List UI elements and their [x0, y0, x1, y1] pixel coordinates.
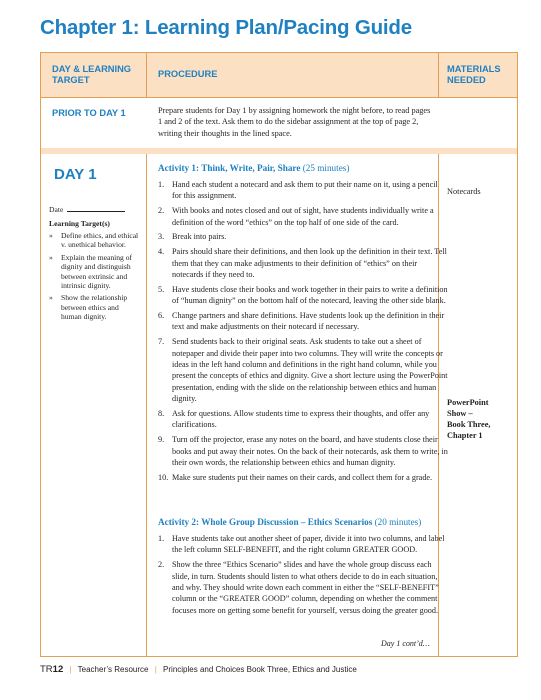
footer-book-title: Principles and Choices Book Three, Ethics and Justice: [163, 665, 357, 674]
step-number: 4.: [158, 247, 165, 257]
date-label: Date: [49, 205, 64, 214]
page-num: 12: [52, 664, 64, 675]
footer-separator: |: [154, 665, 157, 674]
step-number: 1.: [158, 180, 165, 189]
learning-target-item: [49, 253, 139, 291]
step-number: 10.: [158, 472, 169, 482]
step-number: 3.: [158, 232, 165, 242]
activity1-step: [158, 434, 448, 468]
step-text: Change partners and share definitions. Have students look up the definition in their text and make adjustments on their notecard if necessary.: [172, 311, 445, 332]
pacing-table: [40, 52, 518, 657]
step-text: Pairs should share their definitions, and then look up the definition in their text. Tell them that they can make adjustments to their definition of “ethics” on their notecards if they need to.: [172, 247, 447, 280]
activity2-duration: (20 minutes): [374, 517, 422, 527]
step-number: 5.: [158, 284, 165, 294]
footer-resource: Teacher’s Resource: [77, 665, 149, 674]
learning-target-text: Define ethics, and ethical v. unethical behavior.: [61, 231, 139, 250]
date-field: [49, 205, 139, 214]
page-number: [40, 664, 63, 675]
learning-target-text: Explain the meaning of dignity and distinguish between extrinsic and intrinsic dignity.: [61, 252, 133, 291]
activity2-name: Activity 2: Whole Group Discussion – Ethics Scenarios: [158, 517, 373, 527]
activity1-step: [158, 408, 448, 431]
activity1-steps: [158, 179, 448, 487]
activity1-step: [158, 246, 448, 280]
header-day-target-line2: TARGET: [52, 75, 90, 85]
step-number: 2.: [158, 206, 165, 216]
bullet-glyph: »: [49, 252, 53, 262]
activity1-name: Activity 1: Think, Write, Pair, Share: [158, 163, 301, 173]
date-blank-line: [67, 211, 125, 212]
learning-target-text: Show the relationship between ethics and human dignity.: [61, 293, 128, 322]
learning-target-item: [49, 231, 139, 250]
step-text: With books and notes closed and out of sight, have students individually write a definition of the word “ethics” on the top half of one side of the card.: [172, 206, 434, 227]
prior-row: [41, 98, 517, 154]
material-powerpoint-line: Book Three,: [447, 420, 491, 429]
material-powerpoint-line: Chapter 1: [447, 431, 483, 440]
step-number: 8.: [158, 409, 165, 419]
continued-note: Day 1 cont’d…: [381, 639, 430, 648]
step-text: Have students close their books and work together in their pairs to write a definition of “human dignity” on the bottom half of the notecard, leaving the other side blank.: [172, 284, 448, 306]
material-powerpoint: [447, 397, 491, 441]
prior-label: PRIOR TO DAY 1: [52, 108, 126, 118]
step-text: Break into pairs.: [172, 232, 227, 242]
activity1-step: [158, 336, 448, 404]
header-day-target-line1: DAY & LEARNING: [52, 64, 132, 74]
activity1-duration: (25 minutes): [302, 163, 350, 173]
header-materials: [447, 64, 501, 86]
activity1-step: [158, 284, 448, 307]
header-materials-line2: NEEDED: [447, 75, 486, 85]
material-powerpoint-line: Show –: [447, 409, 473, 418]
activity2-steps: [158, 533, 448, 620]
learning-targets-heading: Learning Target(s): [49, 219, 110, 228]
bullet-glyph: »: [49, 293, 53, 303]
step-text: Ask for questions. Allow students time to express their thoughts, and offer any clarifications.: [172, 409, 430, 430]
table-header: [41, 53, 517, 98]
footer-separator: |: [69, 665, 72, 674]
step-number: 2.: [158, 560, 165, 570]
page-title: Chapter 1: Learning Plan/Pacing Guide: [40, 16, 412, 39]
activity2-step: [158, 533, 448, 556]
step-text: Show the three “Ethics Scenario” slides and have the whole group discuss each slide, in turn. Students should listen to what others decide to do in each situation, and why. They should write down each comment in either the “SELF-BENEFIT” column or the “GREATER GOOD” column, depending on whether the comment focuses more on getting some benefit for yourself, versus doing the greater good.: [172, 560, 439, 615]
material-notecards: Notecards: [447, 187, 481, 196]
activity2-title: [158, 517, 421, 527]
page-footer: [40, 664, 357, 675]
page-prefix: TR: [40, 664, 53, 675]
step-text: Hand each student a notecard and ask them to put their name on it, using a pencil for this assignment.: [172, 180, 438, 201]
activity2-step: [158, 559, 448, 616]
activity1-step: [158, 231, 448, 242]
step-text: Make sure students put their names on their cards, and collect them for a grade.: [172, 472, 433, 482]
step-number: 1.: [158, 534, 165, 543]
step-text: Send students back to their original seats. Ask students to take out a sheet of notepaper and divide their paper into two columns. They will write the concepts or ideas in the left hand column and definitions in the right hand column, while you present the concepts of ethics and dignity. Give a short lecture using the PowerPoint presentation, ending with the slide on the relationship between ethics and human dignity.: [172, 337, 448, 404]
step-number: 9.: [158, 435, 165, 445]
day1-label: DAY 1: [54, 166, 97, 183]
header-materials-line1: MATERIALS: [447, 64, 501, 74]
header-procedure: PROCEDURE: [158, 69, 218, 79]
activity1-step: [158, 472, 448, 483]
activity1-title: [158, 163, 349, 173]
step-text: Turn off the projector, erase any notes on the board, and have students close their books and put away their notes. On the back of their notecards, ask them to write, in their own words, the relationship between ethics and human dignity.: [172, 435, 448, 468]
material-powerpoint-line: PowerPoint: [447, 398, 489, 407]
activity1-step: [158, 179, 448, 202]
step-number: 6.: [158, 311, 165, 321]
prior-text: Prepare students for Day 1 by assigning homework the night before, to read pages 1 and 2 of the text. Ask them to do the sidebar assignment at the top of page 2, writing their thoughts in the lined space.: [158, 106, 431, 138]
step-text: Have students take out another sheet of paper, divide it into two columns, and label the left column SELF-BENEFIT, and the right column GREATER GOOD.: [172, 534, 445, 555]
header-day-target: [52, 64, 131, 86]
activity1-step: [158, 310, 448, 333]
step-number: 7.: [158, 337, 165, 347]
activity1-step: [158, 205, 448, 228]
learning-target-item: [49, 293, 139, 321]
bullet-glyph: »: [49, 231, 53, 240]
learning-targets: [49, 231, 139, 325]
